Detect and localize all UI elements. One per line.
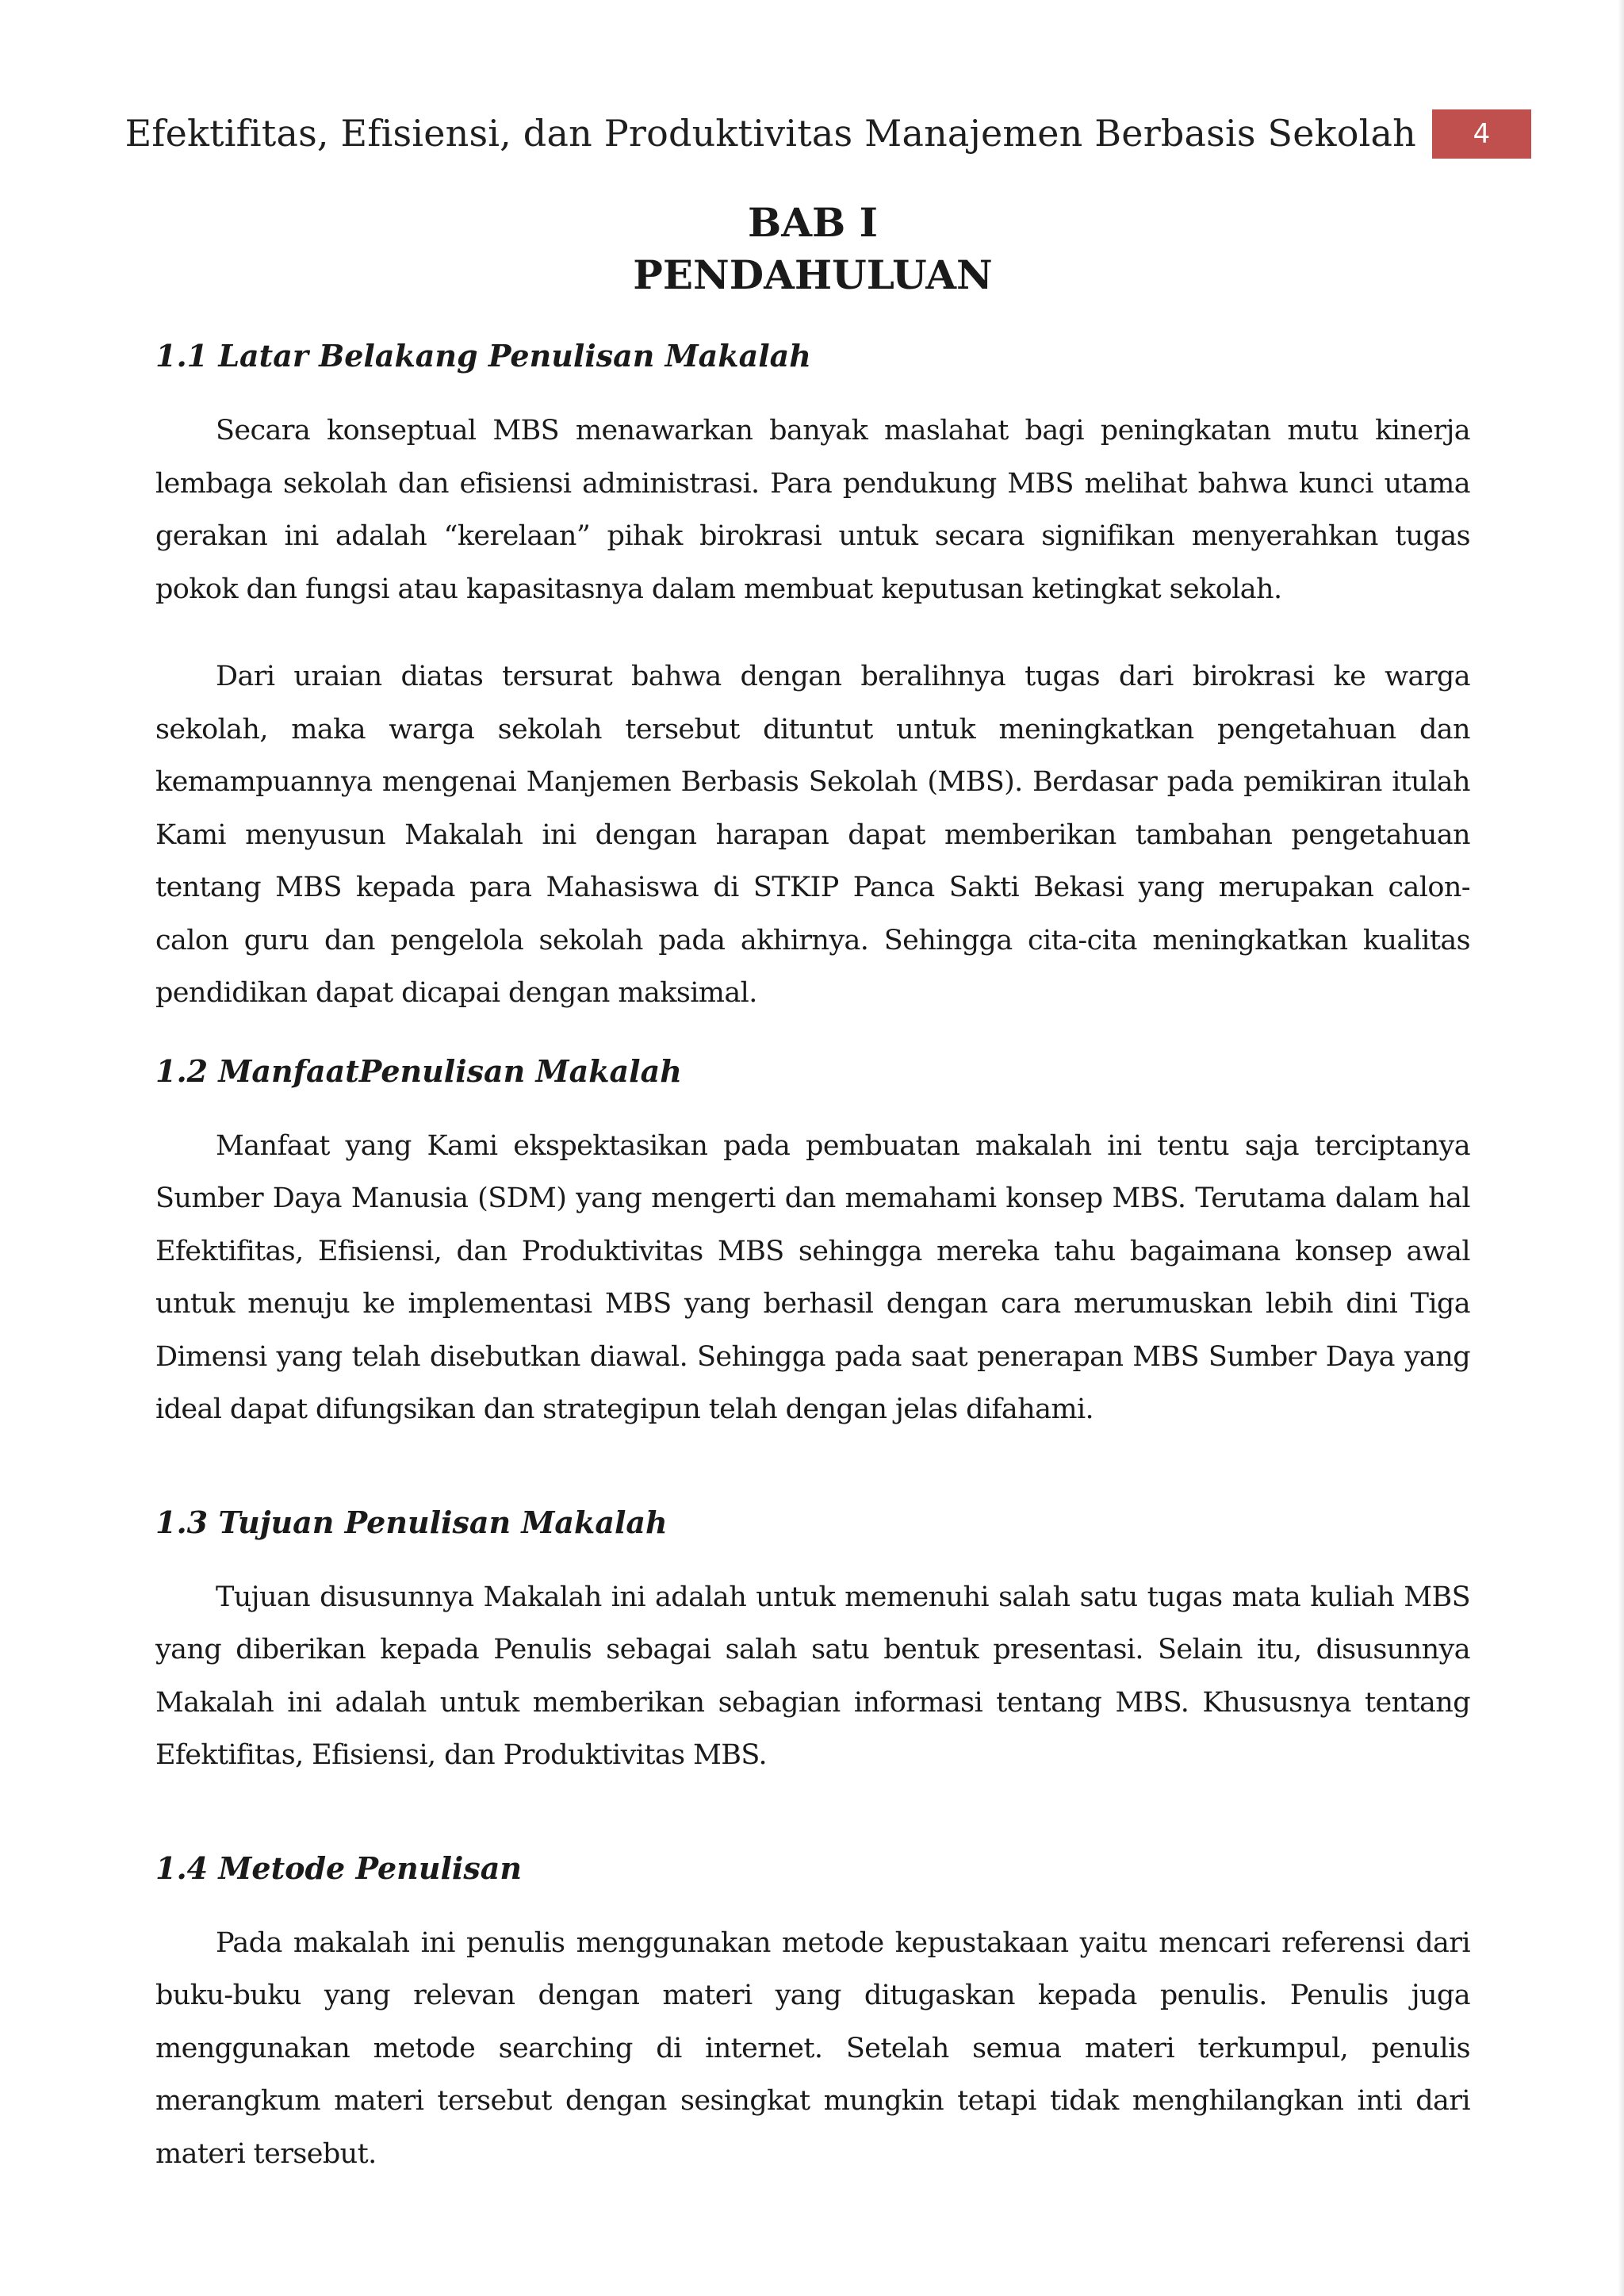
section-heading: 1.1 Latar Belakang Penulisan Makalah — [155, 338, 811, 374]
section-heading: 1.2 ManfaatPenulisan Makalah — [155, 1052, 682, 1089]
running-header-title: Efektifitas, Efisiensi, dan Produktivitas Manajemen Berbasis Sekolah — [124, 112, 1416, 155]
paragraph: Dari uraian diatas tersurat bahwa dengan beralihnya tugas dari birokrasi ke warga sekolah, maka warga sekolah tersebut dituntut untuk meningkatkan pengetahuan dan kemampuannya mengenai Manjemen Berbasis Sekolah (MBS). Berdasar pada pemikiran itulah Kami menyusun Makalah ini dengan harapan dapat memberikan tambahan pengetahuan tentang MBS kepada para Mahasiswa di STKIP Panca Sakti Bekasi yang merupakan calon-calon guru dan pengelola sekolah pada akhirnya. Sehingga cita-cita meningkatkan kualitas pendidikan dapat dicapai dengan maksimal. — [155, 661, 1470, 1009]
paragraph: Secara konseptual MBS menawarkan banyak maslahat bagi peningkatan mutu kinerja lembaga sekolah dan efisiensi administrasi. Para pendukung MBS melihat bahwa kunci utama gerakan ini adalah “kerelaan” pihak birokrasi untuk secara signifikan menyerahkan tugas pokok dan fungsi atau kapasitasnya dalam membuat keputusan ketingkat sekolah. — [155, 415, 1470, 605]
section-heading: 1.4 Metode Penulisan — [155, 1849, 522, 1886]
page-number-badge: 4 — [1432, 109, 1531, 159]
section-latar-belakang — [155, 336, 1470, 1020]
chapter-number: BAB I — [747, 199, 879, 246]
section-manfaat — [155, 1052, 1470, 1436]
chapter-title: PENDAHULUAN — [633, 251, 993, 298]
paragraph: Tujuan disusunnya Makalah ini adalah untuk memenuhi salah satu tugas mata kuliah MBS yang diberikan kepada Penulis sebagai salah satu bentuk presentasi. Selain itu, disusunnya Makalah ini adalah untuk memberikan sebagian informasi tentang MBS. Khususnya tentang Efektifitas, Efisiensi, dan Produktivitas MBS. — [155, 1581, 1470, 1771]
page-edge-shadow — [1618, 0, 1624, 2296]
section-tujuan — [155, 1503, 1470, 1782]
section-metode — [155, 1849, 1470, 2181]
section-heading: 1.3 Tujuan Penulisan Makalah — [155, 1504, 668, 1540]
paragraph: Manfaat yang Kami ekspektasikan pada pembuatan makalah ini tentu saja terciptanya Sumber Daya Manusia (SDM) yang mengerti dan memahami konsep MBS. Terutama dalam hal Efektifitas, Efisiensi, dan Produktivitas MBS sehingga mereka tahu bagaimana konsep awal untuk menuju ke implementasi MBS yang berhasil dengan cara merumuskan lebih dini Tiga Dimensi yang telah disebutkan diawal. Sehingga pada saat penerapan MBS Sumber Daya yang ideal dapat difungsikan dan strategipun telah dengan jelas difahami. — [155, 1129, 1470, 1425]
paragraph: Pada makalah ini penulis menggunakan metode kepustakaan yaitu mencari referensi dari buku-buku yang relevan dengan materi yang ditugaskan kepada penulis. Penulis juga menggunakan metode searching di internet. Setelah semua materi terkumpul, penulis merangkum materi tersebut dengan sesingkat mungkin tetapi tidak menghilangkan inti dari materi tersebut. — [155, 1926, 1470, 2170]
document-body — [155, 197, 1470, 2180]
